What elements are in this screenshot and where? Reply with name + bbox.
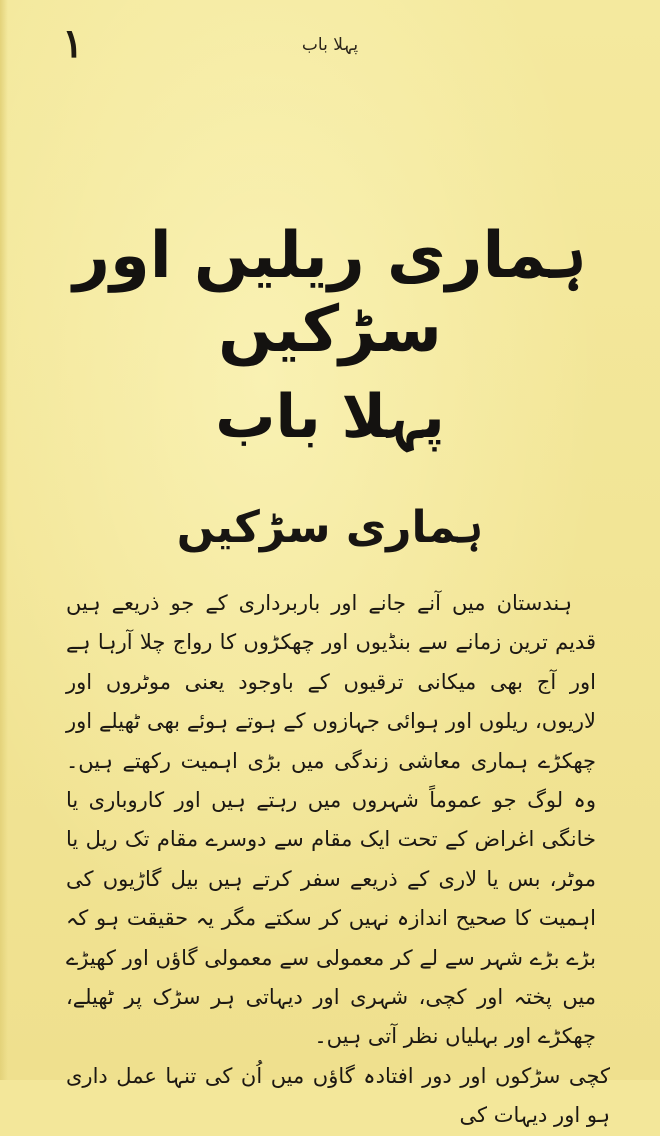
page-number: ۱ [62, 20, 84, 67]
running-header: پہلا باب [301, 35, 359, 55]
book-title: ہماری ریلیں اور سڑکیں [73, 219, 587, 367]
body-text [66, 584, 610, 1136]
page-gutter-shadow [0, 0, 8, 1080]
paragraph: ہندستان میں آنے جانے اور باربرداری کے جو ذریعے ہیں قدیم ترین زمانے سے بنڈیوں اور چھکڑوں کا رواج چلا آرہا ہے اور آج بھی میکانی ترقیوں کے باوجود یعنی موٹروں اور لاریوں، ریلوں اور ہوائی جہازوں کے ہوتے ہوئے بھی ٹھیلے اور چھکڑے ہماری معاشی زندگی میں بڑی اہمیت رکھتے ہیں۔ وہ لوگ جو عموماً شہروں میں رہتے ہیں اور کاروباری یا خانگی اغراض کے تحت ایک مقام سے دوسرے مقام تک ریل یا موٹر، بس یا لاری کے ذریعے سفر کرتے ہیں بیل گاڑیوں کی اہمیت کا صحیح اندازہ نہیں کر سکتے مگر یہ حقیقت ہو کہ بڑے بڑے شہر سے لے کر معمولی سے معمولی گاؤں اور کھیڑے میں پختہ اور کچی، شہری اور دیہاتی ہر سڑک پر ٹھیلے، چھکڑے اور بہلیاں نظر آتی ہیں۔ [66, 591, 596, 1049]
paragraph: کچی سڑکوں اور دور افتادہ گاؤں میں اُن کی تنہا عمل داری ہو اور دیہات کی [66, 1063, 610, 1128]
chapter-title: پہلا باب [215, 382, 445, 452]
section-title: ہماری سڑکیں [176, 502, 484, 553]
